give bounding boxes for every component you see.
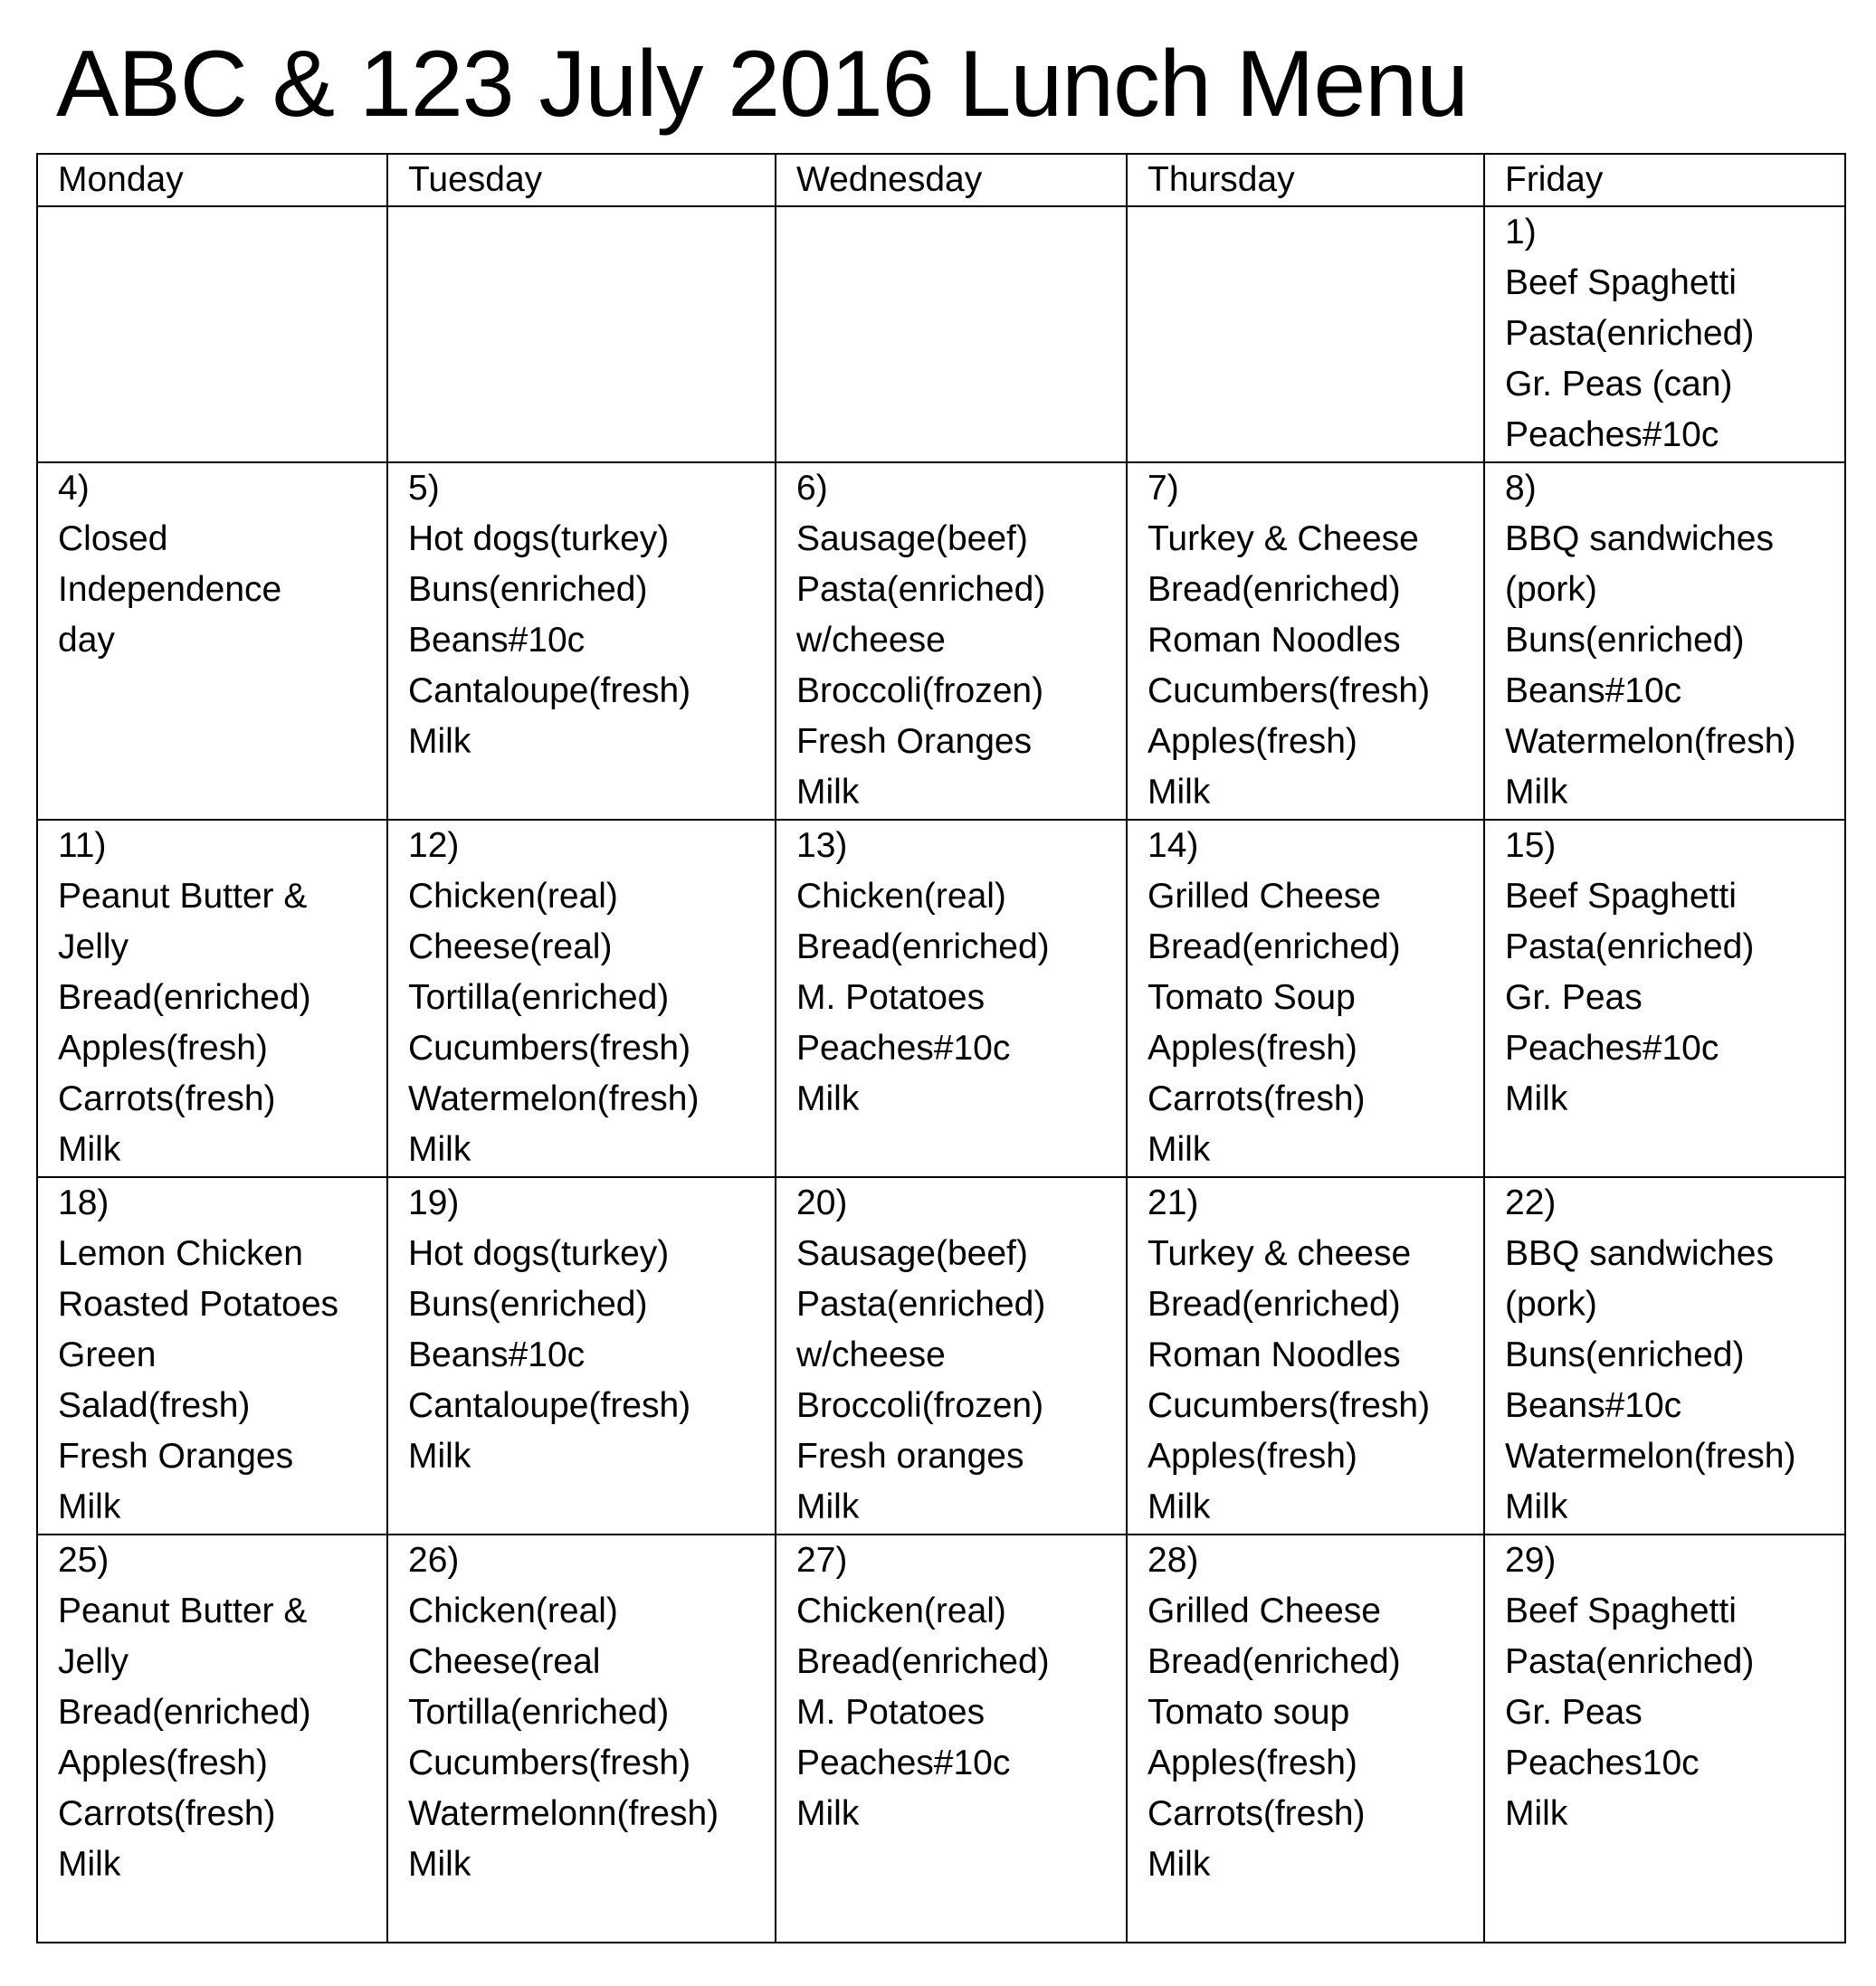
menu-item: Fresh oranges (796, 1437, 1024, 1476)
day-cell-friday (1484, 820, 1845, 1177)
menu-item: Beans#10c (408, 621, 586, 660)
menu-item: Pasta(enriched) (796, 1285, 1046, 1324)
page-title: ABC & 123 July 2016 Lunch Menu (56, 32, 1468, 137)
menu-item: Milk (1148, 773, 1211, 812)
menu-item: Peanut Butter & (58, 877, 308, 916)
day-cell-tuesday (387, 1177, 776, 1535)
menu-item: Pasta(enriched) (1505, 314, 1755, 353)
menu-item: (pork) (1505, 570, 1597, 609)
menu-item: Milk (58, 1487, 121, 1526)
menu-item: Apples(fresh) (58, 1744, 268, 1782)
menu-item: BBQ sandwiches (1505, 1234, 1774, 1273)
menu-item: Roman Noodles (1148, 621, 1401, 660)
menu-item: Cucumbers(fresh) (1148, 1386, 1431, 1425)
menu-item: Broccoli(frozen) (796, 671, 1044, 710)
menu-item: Broccoli(frozen) (796, 1386, 1044, 1425)
menu-item: Pasta(enriched) (796, 570, 1046, 609)
date-label: 4) (58, 469, 90, 508)
menu-item: Beef Spaghetti (1505, 263, 1737, 302)
menu-item: Milk (1505, 1079, 1568, 1118)
menu-item: Grilled Cheese (1148, 877, 1381, 916)
menu-item: Bread(enriched) (1148, 1285, 1401, 1324)
menu-item: Peaches#10c (1505, 415, 1719, 454)
menu-item: Fresh Oranges (796, 722, 1033, 761)
menu-item: Beans#10c (1505, 671, 1682, 710)
menu-item: Milk (1505, 773, 1568, 812)
menu-item: Bread(enriched) (1148, 927, 1401, 966)
day-cell-friday (1484, 462, 1845, 820)
menu-item: Cheese(real) (408, 927, 613, 966)
menu-item: Grilled Cheese (1148, 1592, 1381, 1630)
lunch-menu-table (36, 153, 1846, 1943)
menu-item: Apples(fresh) (1148, 722, 1357, 761)
menu-item: Roasted Potatoes (58, 1285, 339, 1324)
menu-item: Beans#10c (408, 1335, 586, 1374)
menu-item: Roman Noodles (1148, 1335, 1401, 1374)
menu-item: Pasta(enriched) (1505, 927, 1755, 966)
day-cell-tuesday (387, 206, 776, 462)
menu-item: Milk (58, 1130, 121, 1169)
menu-item: Gr. Peas (1505, 1693, 1643, 1732)
date-label: 13) (796, 826, 848, 865)
day-cell-tuesday (387, 462, 776, 820)
menu-item: Cantaloupe(fresh) (408, 671, 691, 710)
day-cell-thursday (1127, 1535, 1484, 1943)
date-label: 28) (1148, 1541, 1199, 1580)
menu-item: Milk (58, 1845, 121, 1884)
menu-item: Watermelon(fresh) (1505, 1437, 1796, 1476)
week-row (37, 820, 1845, 1177)
menu-item: Milk (796, 1487, 860, 1526)
menu-item: Chicken(real) (796, 877, 1006, 916)
menu-item: Hot dogs(turkey) (408, 1234, 670, 1273)
menu-item: Beans#10c (1505, 1386, 1682, 1425)
menu-item: Apples(fresh) (1148, 1029, 1357, 1068)
menu-item: Cucumbers(fresh) (408, 1744, 691, 1782)
day-header-monday: Monday (37, 154, 387, 206)
menu-item: Gr. Peas (1505, 978, 1643, 1017)
day-cell-monday (37, 1535, 387, 1943)
menu-item: Sausage(beef) (796, 519, 1028, 558)
menu-item: Cucumbers(fresh) (1148, 671, 1431, 710)
menu-item: Jelly (58, 1642, 129, 1681)
menu-item: Turkey & Cheese (1148, 519, 1419, 558)
menu-item: Turkey & cheese (1148, 1234, 1412, 1273)
menu-item: Tortilla(enriched) (408, 978, 670, 1017)
menu-item: Milk (796, 1794, 860, 1833)
menu-item: BBQ sandwiches (1505, 519, 1774, 558)
menu-item: Milk (1148, 1487, 1211, 1526)
day-cell-friday (1484, 206, 1845, 462)
date-label: 8) (1505, 469, 1537, 508)
day-header-friday: Friday (1484, 154, 1845, 206)
menu-item: Bread(enriched) (796, 1642, 1050, 1681)
day-header-tuesday: Tuesday (387, 154, 776, 206)
menu-item: (pork) (1505, 1285, 1597, 1324)
menu-item: Sausage(beef) (796, 1234, 1028, 1273)
menu-item: Green (58, 1335, 157, 1374)
date-label: 7) (1148, 469, 1179, 508)
menu-item: Apples(fresh) (1148, 1437, 1357, 1476)
menu-item: Chicken(real) (796, 1592, 1006, 1630)
menu-item: Bread(enriched) (1148, 1642, 1401, 1681)
menu-item: Closed (58, 519, 168, 558)
day-cell-monday (37, 206, 387, 462)
menu-item: Peaches#10c (796, 1744, 1011, 1782)
menu-item: Milk (796, 773, 860, 812)
day-header-wednesday: Wednesday (776, 154, 1127, 206)
day-cell-monday (37, 1177, 387, 1535)
menu-item: Gr. Peas (can) (1505, 365, 1733, 404)
menu-item: Bread(enriched) (1148, 570, 1401, 609)
date-label: 1) (1505, 213, 1537, 252)
week-row (37, 1177, 1845, 1535)
menu-item: Carrots(fresh) (1148, 1079, 1366, 1118)
menu-item: Independence (58, 570, 282, 609)
menu-item: Beef Spaghetti (1505, 877, 1737, 916)
menu-item: Milk (408, 1845, 471, 1884)
menu-item: Milk (408, 1437, 471, 1476)
day-cell-friday (1484, 1535, 1845, 1943)
menu-item: M. Potatoes (796, 978, 986, 1017)
menu-item: day (58, 621, 115, 660)
menu-item: Carrots(fresh) (1148, 1794, 1366, 1833)
date-label: 22) (1505, 1183, 1557, 1222)
menu-item: M. Potatoes (796, 1693, 986, 1732)
menu-item: Salad(fresh) (58, 1386, 251, 1425)
menu-item: Tomato Soup (1148, 978, 1356, 1017)
menu-body (37, 206, 1845, 1943)
date-label: 5) (408, 469, 440, 508)
menu-item: Tomato soup (1148, 1693, 1350, 1732)
menu-item: Watermelonn(fresh) (408, 1794, 719, 1833)
menu-item: Watermelon(fresh) (408, 1079, 700, 1118)
day-cell-monday (37, 820, 387, 1177)
menu-item: Fresh Oranges (58, 1437, 294, 1476)
date-label: 27) (796, 1541, 848, 1580)
day-cell-wednesday (776, 820, 1127, 1177)
menu-item: Beef Spaghetti (1505, 1592, 1737, 1630)
menu-item: Chicken(real) (408, 1592, 618, 1630)
date-label: 15) (1505, 826, 1557, 865)
menu-item: w/cheese (796, 1335, 946, 1374)
date-label: 18) (58, 1183, 110, 1222)
menu-item: Milk (1505, 1487, 1568, 1526)
menu-item: Milk (408, 722, 471, 761)
day-cell-wednesday (776, 206, 1127, 462)
menu-item: Carrots(fresh) (58, 1079, 276, 1118)
menu-item: Milk (796, 1079, 860, 1118)
day-cell-tuesday (387, 820, 776, 1177)
date-label: 6) (796, 469, 828, 508)
date-label: 12) (408, 826, 460, 865)
menu-item: Bread(enriched) (58, 978, 311, 1017)
menu-item: Carrots(fresh) (58, 1794, 276, 1833)
day-cell-thursday (1127, 1177, 1484, 1535)
menu-item: Cucumbers(fresh) (408, 1029, 691, 1068)
date-label: 14) (1148, 826, 1199, 865)
menu-item: Chicken(real) (408, 877, 618, 916)
day-cell-thursday (1127, 206, 1484, 462)
day-cell-wednesday (776, 462, 1127, 820)
menu-item: Hot dogs(turkey) (408, 519, 670, 558)
menu-item: Buns(enriched) (408, 1285, 648, 1324)
day-cell-tuesday (387, 1535, 776, 1943)
week-row (37, 462, 1845, 820)
menu-item: Milk (408, 1130, 471, 1169)
day-cell-wednesday (776, 1177, 1127, 1535)
menu-item: Cantaloupe(fresh) (408, 1386, 691, 1425)
day-cell-monday (37, 462, 387, 820)
menu-item: Apples(fresh) (1148, 1744, 1357, 1782)
day-cell-thursday (1127, 462, 1484, 820)
date-label: 21) (1148, 1183, 1199, 1222)
menu-item: Buns(enriched) (408, 570, 648, 609)
menu-item: Peaches10c (1505, 1744, 1700, 1782)
day-header-thursday: Thursday (1127, 154, 1484, 206)
menu-item: Bread(enriched) (58, 1693, 311, 1732)
date-label: 25) (58, 1541, 110, 1580)
date-label: 26) (408, 1541, 460, 1580)
menu-item: Peanut Butter & (58, 1592, 308, 1630)
menu-item: Milk (1148, 1130, 1211, 1169)
menu-item: Buns(enriched) (1505, 621, 1745, 660)
day-header-row (37, 154, 1845, 206)
menu-item: Apples(fresh) (58, 1029, 268, 1068)
menu-item: Bread(enriched) (796, 927, 1050, 966)
date-label: 19) (408, 1183, 460, 1222)
week-row (37, 1535, 1845, 1943)
date-label: 20) (796, 1183, 848, 1222)
day-cell-wednesday (776, 1535, 1127, 1943)
date-label: 29) (1505, 1541, 1557, 1580)
menu-item: Jelly (58, 927, 129, 966)
menu-item: Buns(enriched) (1505, 1335, 1745, 1374)
menu-item: Milk (1148, 1845, 1211, 1884)
menu-item: Tortilla(enriched) (408, 1693, 670, 1732)
menu-item: Watermelon(fresh) (1505, 722, 1796, 761)
menu-item: Peaches#10c (1505, 1029, 1719, 1068)
menu-item: Peaches#10c (796, 1029, 1011, 1068)
day-cell-thursday (1127, 820, 1484, 1177)
week-row (37, 206, 1845, 462)
menu-item: Lemon Chicken (58, 1234, 303, 1273)
date-label: 11) (58, 826, 107, 865)
day-cell-friday (1484, 1177, 1845, 1535)
menu-item: Cheese(real (408, 1642, 601, 1681)
menu-item: w/cheese (796, 621, 946, 660)
menu-item: Milk (1505, 1794, 1568, 1833)
menu-item: Pasta(enriched) (1505, 1642, 1755, 1681)
